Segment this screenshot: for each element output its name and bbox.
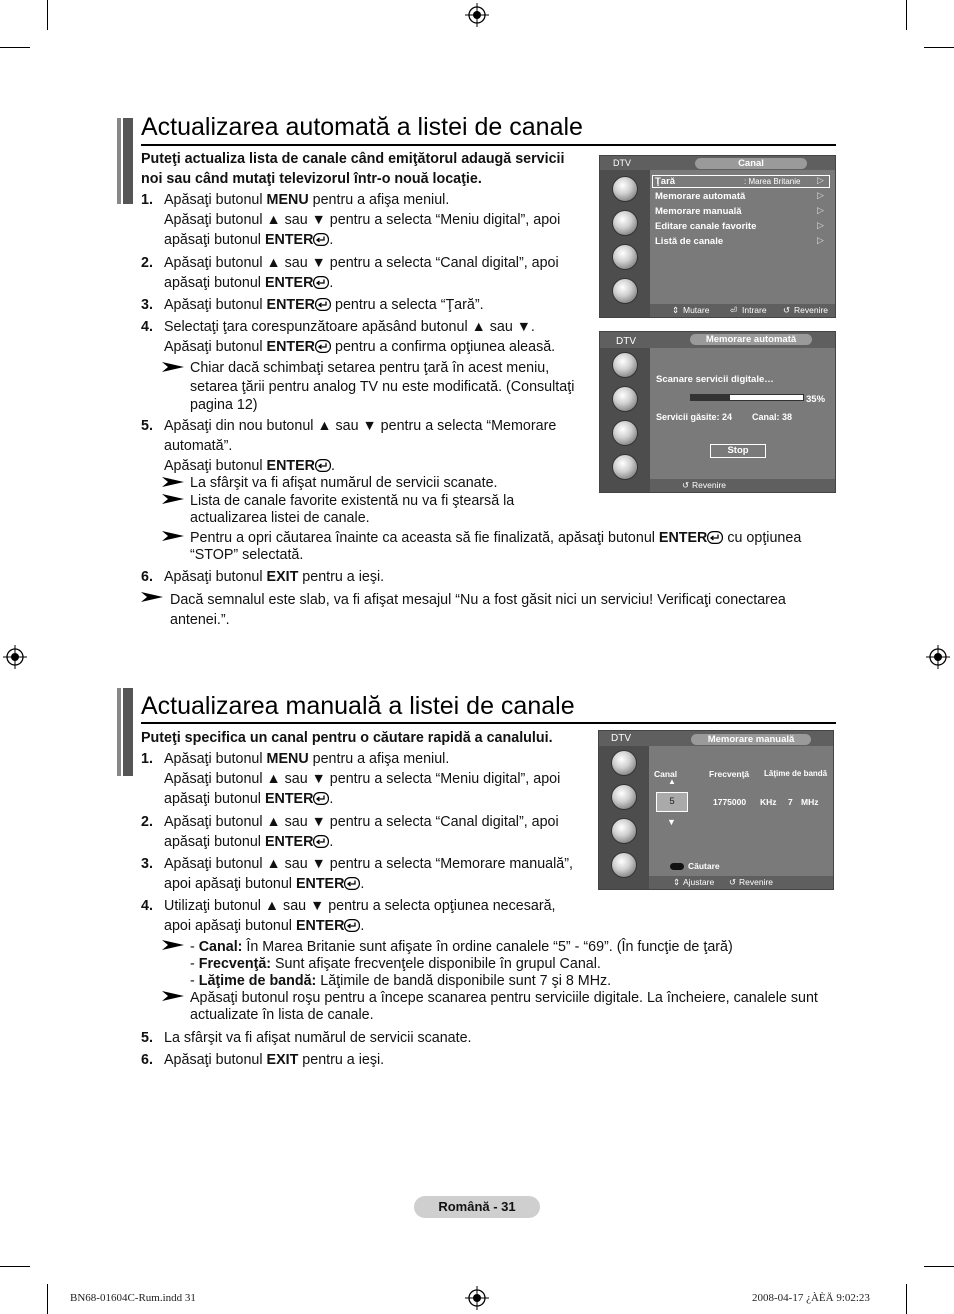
step-text: Apăsaţi butonul ▲ sau ▼ pentru a selecta “Memorare manuală”, xyxy=(164,856,573,872)
move-icon: ⇕ xyxy=(672,305,680,315)
step-number: 6. xyxy=(141,569,153,585)
registration-mark-icon xyxy=(465,1286,489,1310)
osd-foot-enter: Intrare xyxy=(742,305,767,315)
setup-icon xyxy=(611,818,637,844)
step-text: apoi apăsaţi butonul ENTER . xyxy=(164,876,365,892)
enter-icon xyxy=(707,531,723,544)
file-slug: BN68-01604C-Rum.indd 31 xyxy=(70,1292,196,1304)
step-text: Apăsaţi butonul EXIT pentru a ieşi. xyxy=(164,569,385,585)
note-red-button: Apăsaţi butonul roşu pentru a începe scanarea pentru serviciile digitale. La încheiere, canalele sunt actualizate în lista de canale. xyxy=(190,990,818,1023)
osd-menu-value: : Marea Britanie xyxy=(744,177,801,186)
return-icon: ↺ xyxy=(682,480,690,490)
step-text: Apăsaţi butonul MENU pentru a afişa meniul. xyxy=(164,751,450,767)
enter-icon xyxy=(313,792,329,805)
adjust-icon: ⇕ xyxy=(673,877,681,887)
enter-icon xyxy=(315,298,331,311)
enter-icon xyxy=(313,276,329,289)
registration-mark-icon xyxy=(926,645,950,669)
sound-icon xyxy=(612,210,638,236)
osd-col-channel: Canal xyxy=(654,769,678,779)
step-number: 3. xyxy=(141,856,153,872)
osd-menu-item[interactable]: Editare canale favorite xyxy=(655,221,757,232)
step-text: Apăsaţi butonul ▲ sau ▼ pentru a selecta “Canal digital”, apoi xyxy=(164,814,559,830)
note-favorites: Lista de canale favorite existentă nu va fi ştearsă la actualizarea listei de canale. xyxy=(190,493,515,526)
intro-line: Puteţi actualiza lista de canale când emiţătorul adaugă servicii xyxy=(141,151,565,167)
picture-icon xyxy=(611,750,637,776)
osd-sidebar xyxy=(600,170,650,317)
sound-icon xyxy=(612,386,638,412)
enter-icon xyxy=(313,835,329,848)
osd-manual-store xyxy=(598,730,834,890)
note-arrow-icon xyxy=(141,592,163,602)
step-number: 1. xyxy=(141,751,153,767)
step-text: Apăsaţi butonul ▲ sau ▼ pentru a selecta “Meniu digital”, apoi xyxy=(164,212,561,228)
intro-line: noi sau când mutaţi televizorul într-o nouă locaţie. xyxy=(141,171,482,187)
osd-tab: Memorare manuală xyxy=(691,734,811,745)
enter-icon xyxy=(344,919,360,932)
osd-progress-text: 35% xyxy=(806,394,826,405)
osd-tab: Canal xyxy=(695,158,807,169)
enter-icon xyxy=(315,340,331,353)
submenu-arrow-icon: ▷ xyxy=(817,205,824,215)
osd-footer xyxy=(649,876,833,889)
osd-item-selected-box[interactable] xyxy=(652,175,830,188)
return-icon: ↺ xyxy=(783,305,791,315)
step-number: 4. xyxy=(141,898,153,914)
crop-mark xyxy=(924,1266,954,1267)
step-text: Apăsaţi din nou butonul ▲ sau ▼ pentru a selecta “Memorare xyxy=(164,418,557,434)
step-text: Selectaţi ţara corespunzătoare apăsând butonul ▲ sau ▼. xyxy=(164,319,535,335)
osd-freq-value: 1775000 xyxy=(713,797,747,807)
osd-foot-move: Mutare xyxy=(683,305,710,315)
osd-foot-return: Revenire xyxy=(739,877,774,887)
step-text: Apăsaţi butonul ENTER . xyxy=(164,458,335,474)
red-button-icon xyxy=(670,863,684,870)
step-number: 3. xyxy=(141,297,153,313)
osd-dtv-label: DTV xyxy=(616,336,636,347)
step-text: apăsaţi butonul ENTER . xyxy=(164,232,334,248)
osd-services-found: Servicii găsite: 24 xyxy=(656,412,733,422)
step-number: 1. xyxy=(141,192,153,208)
step-number: 5. xyxy=(141,418,153,434)
step-number: 6. xyxy=(141,1052,153,1068)
registration-mark-icon xyxy=(3,645,27,669)
step-text: Apăsaţi butonul ▲ sau ▼ pentru a selecta “Meniu digital”, apoi xyxy=(164,771,561,787)
note-arrow-icon xyxy=(162,940,184,950)
osd-up-arrow[interactable]: ▲ xyxy=(668,777,676,786)
step-text: apoi apăsaţi butonul ENTER . xyxy=(164,918,365,934)
enter-icon xyxy=(344,877,360,890)
enter-icon xyxy=(313,233,329,246)
osd-footer xyxy=(650,479,835,492)
step-text: Apăsaţi butonul EXIT pentru a ieşi. xyxy=(164,1052,385,1068)
osd-menu-item[interactable]: Memorare automată xyxy=(655,191,746,202)
submenu-arrow-icon: ▷ xyxy=(817,190,824,200)
step-text: La sfârşit va fi afişat numărul de servicii scanate. xyxy=(164,1030,472,1046)
osd-dtv-label: DTV xyxy=(611,733,631,744)
osd-down-arrow[interactable]: ▼ xyxy=(667,817,676,827)
section-marker xyxy=(117,688,121,776)
osd-foot-return: Revenire xyxy=(794,305,829,315)
note-arrow-icon xyxy=(162,362,184,372)
note-option-line: - Frecvenţă: Sunt afişate frecvenţele disponibile în grupul Canal. xyxy=(190,956,601,972)
osd-tab: Memorare automată xyxy=(690,334,812,345)
note-weak-signal: Dacă semnalul este slab, va fi afişat mesajul “Nu a fost găsit nici un serviciu! Verificaţi conectarea antenei.”. xyxy=(170,592,786,628)
section-title: Actualizarea manuală a listei de canale xyxy=(141,692,575,720)
crop-mark xyxy=(0,1266,30,1267)
picture-icon xyxy=(612,352,638,378)
step-text: Utilizaţi butonul ▲ sau ▼ pentru a selecta opţiunea necesară, xyxy=(164,898,556,914)
intro-line: Puteţi specifica un canal pentru o căutare rapidă a canalului. xyxy=(141,730,553,746)
input-icon xyxy=(612,454,638,480)
osd-foot-return: Revenire xyxy=(692,480,727,490)
osd-foot-adjust: Ajustare xyxy=(683,877,715,887)
step-number: 5. xyxy=(141,1030,153,1046)
crop-mark xyxy=(906,0,907,30)
enter-icon xyxy=(315,459,331,472)
crop-mark xyxy=(924,47,954,48)
step-number: 2. xyxy=(141,814,153,830)
osd-channel: Canal: 38 xyxy=(752,412,793,422)
note-scanned: La sfârşit va fi afişat numărul de servicii scanate. xyxy=(190,475,498,491)
osd-progress-fill xyxy=(691,395,730,400)
osd-menu-item[interactable]: Ţară xyxy=(655,176,676,187)
osd-stop-button[interactable]: Stop xyxy=(710,444,766,458)
crop-mark xyxy=(47,0,48,30)
step-number: 2. xyxy=(141,255,153,271)
registration-mark-icon xyxy=(465,3,489,27)
note-option-line: - Lăţime de bandă: Lăţimile de bandă disponibile sunt 7 şi 8 MHz. xyxy=(190,973,612,989)
return-icon: ↺ xyxy=(729,877,737,887)
step-text: automată”. xyxy=(164,438,233,454)
note-stop: Pentru a opri căutarea înainte ca aceasta să fie finalizată, apăsaţi butonul ENTER cu opţiunea “STOP” selectată. xyxy=(190,530,802,563)
date-slug: 2008-04-17 ¿ÀÈÄ 9:02:23 xyxy=(752,1292,870,1304)
section-rule xyxy=(141,144,836,146)
osd-sidebar xyxy=(600,348,650,492)
note-arrow-icon xyxy=(162,531,184,541)
step-text: Apăsaţi butonul ▲ sau ▼ pentru a selecta “Canal digital”, apoi xyxy=(164,255,559,271)
osd-col-bandwidth: Lăţime de bandă xyxy=(764,769,828,778)
submenu-arrow-icon: ▷ xyxy=(817,235,824,245)
osd-dtv-label: DTV xyxy=(613,158,631,168)
page-number-badge: Română - 31 xyxy=(414,1196,540,1218)
step-text: Apăsaţi butonul ENTER pentru a selecta “Ţară”. xyxy=(164,297,484,313)
note-arrow-icon xyxy=(162,991,184,1001)
note-country: Chiar dacă schimbaţi setarea pentru ţară în acest meniu, setarea ţării pentru analog TV nu este modificată. (Consultaţi pagina 12) xyxy=(190,360,575,413)
note-arrow-icon xyxy=(162,494,184,504)
crop-mark xyxy=(906,1284,907,1314)
note-option-line: - Canal: În Marea Britanie sunt afişate în ordine canalele “5” - “69”. (În funcţie de ţară) xyxy=(190,939,733,955)
step-number: 4. xyxy=(141,319,153,335)
osd-col-frequency: Frecvenţă xyxy=(709,769,750,779)
section-marker xyxy=(123,118,133,204)
sound-icon xyxy=(611,784,637,810)
setup-icon xyxy=(612,420,638,446)
crop-mark xyxy=(0,47,30,48)
osd-freq-unit: KHz xyxy=(760,797,777,807)
osd-channel-field[interactable]: 5 xyxy=(656,792,688,812)
picture-icon xyxy=(612,176,638,202)
osd-menu-item[interactable]: Listă de canale xyxy=(655,236,724,247)
osd-bw-unit: MHz xyxy=(801,797,819,807)
osd-auto-store xyxy=(599,331,836,493)
submenu-arrow-icon: ▷ xyxy=(817,220,824,230)
step-text: apăsaţi butonul ENTER . xyxy=(164,791,334,807)
osd-bw-value: 7 xyxy=(788,797,793,807)
input-icon xyxy=(612,278,638,304)
note-arrow-icon xyxy=(162,477,184,487)
step-text: Apăsaţi butonul MENU pentru a afişa meniul. xyxy=(164,192,450,208)
submenu-arrow-icon: ▷ xyxy=(817,175,824,185)
osd-canal-menu xyxy=(599,155,836,318)
section-title: Actualizarea automată a listei de canale xyxy=(141,113,583,141)
step-text: Apăsaţi butonul ENTER pentru a confirma opţiunea aleasă. xyxy=(164,339,556,355)
osd-menu-item[interactable]: Memorare manuală xyxy=(655,206,742,217)
section-marker xyxy=(123,688,133,776)
osd-scan-label: Scanare servicii digitale… xyxy=(656,374,774,385)
step-text: apăsaţi butonul ENTER . xyxy=(164,834,334,850)
osd-sidebar xyxy=(599,746,649,889)
osd-progress-track xyxy=(690,394,804,401)
input-icon xyxy=(611,852,637,878)
setup-icon xyxy=(612,244,638,270)
section-marker xyxy=(117,118,121,204)
osd-search[interactable]: Căutare xyxy=(688,861,720,871)
step-text: apăsaţi butonul ENTER . xyxy=(164,275,334,291)
osd-footer xyxy=(650,304,835,317)
crop-mark xyxy=(47,1284,48,1314)
section-rule xyxy=(141,722,836,724)
enter-icon: ⏎ xyxy=(730,305,738,315)
